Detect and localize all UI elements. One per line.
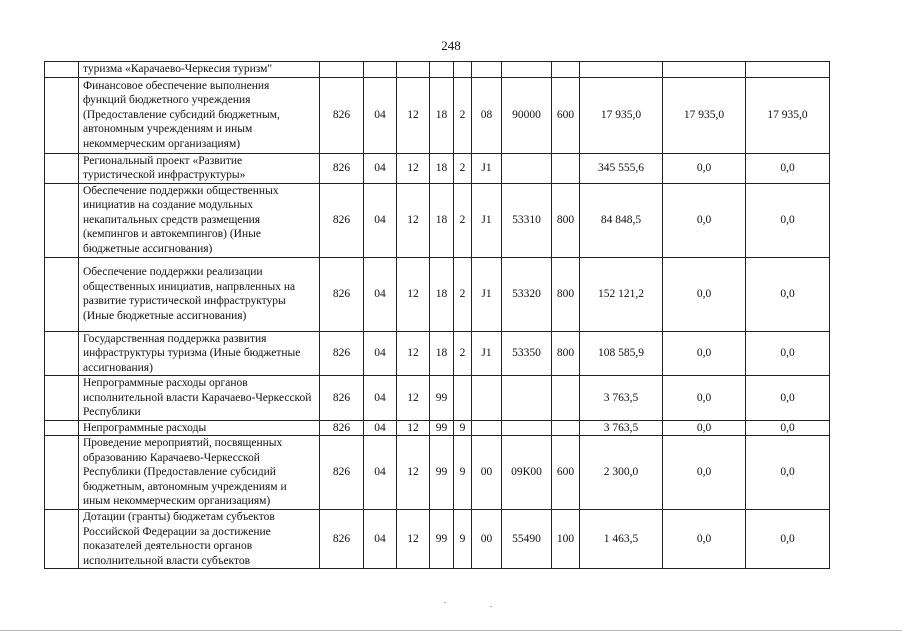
cell-csr2: 2 <box>454 183 472 257</box>
cell-csr4: 55490 <box>502 510 552 569</box>
cell-grbs: 826 <box>320 183 364 257</box>
cell-csr3: J1 <box>472 331 502 376</box>
cell-y3: 0,0 <box>746 436 830 510</box>
cell-csr1: 18 <box>430 183 454 257</box>
cell-pr: 12 <box>397 77 430 153</box>
table-row <box>45 510 830 569</box>
cell-csr4: 53350 <box>502 331 552 376</box>
row-name-cell: Обеспечение поддержки реализации общественных инициатив, напрвленных на развитие туристической инфраструктуры (Иные бюджетные ассигнования) <box>79 257 320 331</box>
cell-y2: 0,0 <box>663 376 746 421</box>
row-index-cell <box>45 510 79 569</box>
row-name-cell: Непрограммные расходы органов исполнительной власти Карачаево-Черкесской Республики <box>79 376 320 421</box>
cell-csr4 <box>502 62 552 78</box>
cell-grbs: 826 <box>320 510 364 569</box>
cell-pr: 12 <box>397 153 430 183</box>
cell-y3: 0,0 <box>746 153 830 183</box>
cell-csr1: 18 <box>430 331 454 376</box>
table-row <box>45 62 830 78</box>
cell-pr: 12 <box>397 257 430 331</box>
cell-y3: 0,0 <box>746 376 830 421</box>
cell-csr4: 90000 <box>502 77 552 153</box>
cell-csr4: 53310 <box>502 183 552 257</box>
cell-pr: 12 <box>397 420 430 436</box>
cell-vr: 800 <box>552 331 580 376</box>
cell-y2: 0,0 <box>663 153 746 183</box>
cell-vr: 800 <box>552 183 580 257</box>
cell-y2: 0,0 <box>663 436 746 510</box>
row-index-cell <box>45 62 79 78</box>
cell-csr3: J1 <box>472 257 502 331</box>
scan-speck <box>490 606 492 607</box>
row-name-cell: Государственная поддержка развития инфраструктуры туризма (Иные бюджетные ассигнования) <box>79 331 320 376</box>
cell-csr1 <box>430 62 454 78</box>
cell-csr1: 99 <box>430 420 454 436</box>
row-index-cell <box>45 77 79 153</box>
row-index-cell <box>45 183 79 257</box>
cell-csr3: J1 <box>472 183 502 257</box>
cell-y1: 3 763,5 <box>580 376 663 421</box>
cell-vr: 600 <box>552 436 580 510</box>
cell-csr4 <box>502 376 552 421</box>
page-number: 248 <box>441 38 461 53</box>
cell-y1: 17 935,0 <box>580 77 663 153</box>
cell-csr2 <box>454 62 472 78</box>
cell-y3: 17 935,0 <box>746 77 830 153</box>
table-row <box>45 376 830 421</box>
cell-vr <box>552 420 580 436</box>
cell-grbs: 826 <box>320 436 364 510</box>
scan-edge-line <box>0 630 902 631</box>
cell-y1: 1 463,5 <box>580 510 663 569</box>
cell-pr: 12 <box>397 183 430 257</box>
cell-csr2: 2 <box>454 331 472 376</box>
cell-y3 <box>746 62 830 78</box>
cell-rz: 04 <box>364 77 397 153</box>
cell-rz: 04 <box>364 153 397 183</box>
cell-csr2: 2 <box>454 77 472 153</box>
cell-csr3: J1 <box>472 153 502 183</box>
cell-csr1: 18 <box>430 257 454 331</box>
table-row <box>45 183 830 257</box>
cell-y2: 0,0 <box>663 183 746 257</box>
row-name-cell: Непрограммные расходы <box>79 420 320 436</box>
cell-pr: 12 <box>397 510 430 569</box>
cell-y3: 0,0 <box>746 183 830 257</box>
cell-grbs: 826 <box>320 153 364 183</box>
cell-y1: 3 763,5 <box>580 420 663 436</box>
cell-csr3: 00 <box>472 510 502 569</box>
cell-vr <box>552 153 580 183</box>
table-row <box>45 153 830 183</box>
cell-y1: 108 585,9 <box>580 331 663 376</box>
cell-rz: 04 <box>364 376 397 421</box>
cell-grbs: 826 <box>320 257 364 331</box>
cell-y2: 0,0 <box>663 420 746 436</box>
cell-y2: 0,0 <box>663 510 746 569</box>
cell-csr1: 99 <box>430 510 454 569</box>
budget-table <box>44 61 830 569</box>
cell-csr3: 00 <box>472 436 502 510</box>
cell-vr: 600 <box>552 77 580 153</box>
table-row <box>45 420 830 436</box>
row-index-cell <box>45 257 79 331</box>
cell-rz: 04 <box>364 331 397 376</box>
cell-grbs: 826 <box>320 420 364 436</box>
cell-y3: 0,0 <box>746 510 830 569</box>
cell-grbs: 826 <box>320 331 364 376</box>
cell-rz: 04 <box>364 510 397 569</box>
cell-csr1: 18 <box>430 77 454 153</box>
cell-y1: 84 848,5 <box>580 183 663 257</box>
cell-y2: 17 935,0 <box>663 77 746 153</box>
cell-csr2: 9 <box>454 510 472 569</box>
row-index-cell <box>45 331 79 376</box>
row-index-cell <box>45 376 79 421</box>
cell-csr4 <box>502 153 552 183</box>
cell-csr4: 09К00 <box>502 436 552 510</box>
cell-pr: 12 <box>397 436 430 510</box>
cell-csr1: 99 <box>430 376 454 421</box>
cell-pr <box>397 62 430 78</box>
cell-csr2: 2 <box>454 257 472 331</box>
cell-y2: 0,0 <box>663 257 746 331</box>
table-row <box>45 331 830 376</box>
cell-y3: 0,0 <box>746 420 830 436</box>
row-name-cell: Финансовое обеспечение выполнения функций бюджетного учреждения (Предоставление субсидий бюджетным, автономным учреждениям и иным некоммерческим организациям) <box>79 77 320 153</box>
cell-csr2: 9 <box>454 420 472 436</box>
row-name-cell: туризма «Карачаево-Черкесия туризм" <box>79 62 320 78</box>
cell-grbs: 826 <box>320 376 364 421</box>
cell-y1: 345 555,6 <box>580 153 663 183</box>
cell-csr3: 08 <box>472 77 502 153</box>
table-row <box>45 77 830 153</box>
cell-rz: 04 <box>364 183 397 257</box>
row-name-cell: Обеспечение поддержки общественных инициатив на создание модульных некапитальных средств размещения (кемпингов и автокемпингов) (Иные бюджетные ассигнования) <box>79 183 320 257</box>
cell-y1 <box>580 62 663 78</box>
cell-csr4: 53320 <box>502 257 552 331</box>
cell-pr: 12 <box>397 376 430 421</box>
cell-csr3 <box>472 62 502 78</box>
cell-y3: 0,0 <box>746 331 830 376</box>
cell-pr: 12 <box>397 331 430 376</box>
cell-csr1: 99 <box>430 436 454 510</box>
cell-y2: 0,0 <box>663 331 746 376</box>
cell-csr2: 2 <box>454 153 472 183</box>
table-row <box>45 436 830 510</box>
row-index-cell <box>45 436 79 510</box>
row-name-cell: Региональный проект «Развитие туристической инфраструктуры» <box>79 153 320 183</box>
cell-y2 <box>663 62 746 78</box>
row-name-cell: Дотации (гранты) бюджетам субъектов Российской Федерации за достижение показателей деятельности органов исполнительной власти субъектов <box>79 510 320 569</box>
cell-vr: 800 <box>552 257 580 331</box>
cell-y1: 2 300,0 <box>580 436 663 510</box>
cell-rz <box>364 62 397 78</box>
cell-csr1: 18 <box>430 153 454 183</box>
row-name-cell: Проведение мероприятий, посвященных образованию Карачаево-Черкесской Республики (Предоставление субсидий бюджетным, автономным учреждениям и иным некоммерческим организациям) <box>79 436 320 510</box>
cell-csr3 <box>472 420 502 436</box>
cell-csr2 <box>454 376 472 421</box>
cell-csr3 <box>472 376 502 421</box>
scan-speck <box>444 602 446 603</box>
cell-vr <box>552 62 580 78</box>
cell-grbs <box>320 62 364 78</box>
cell-csr4 <box>502 420 552 436</box>
table-row <box>45 257 830 331</box>
cell-y1: 152 121,2 <box>580 257 663 331</box>
cell-rz: 04 <box>364 420 397 436</box>
cell-y3: 0,0 <box>746 257 830 331</box>
cell-vr <box>552 376 580 421</box>
row-index-cell <box>45 420 79 436</box>
cell-vr: 100 <box>552 510 580 569</box>
cell-grbs: 826 <box>320 77 364 153</box>
cell-csr2: 9 <box>454 436 472 510</box>
cell-rz: 04 <box>364 257 397 331</box>
row-index-cell <box>45 153 79 183</box>
cell-rz: 04 <box>364 436 397 510</box>
